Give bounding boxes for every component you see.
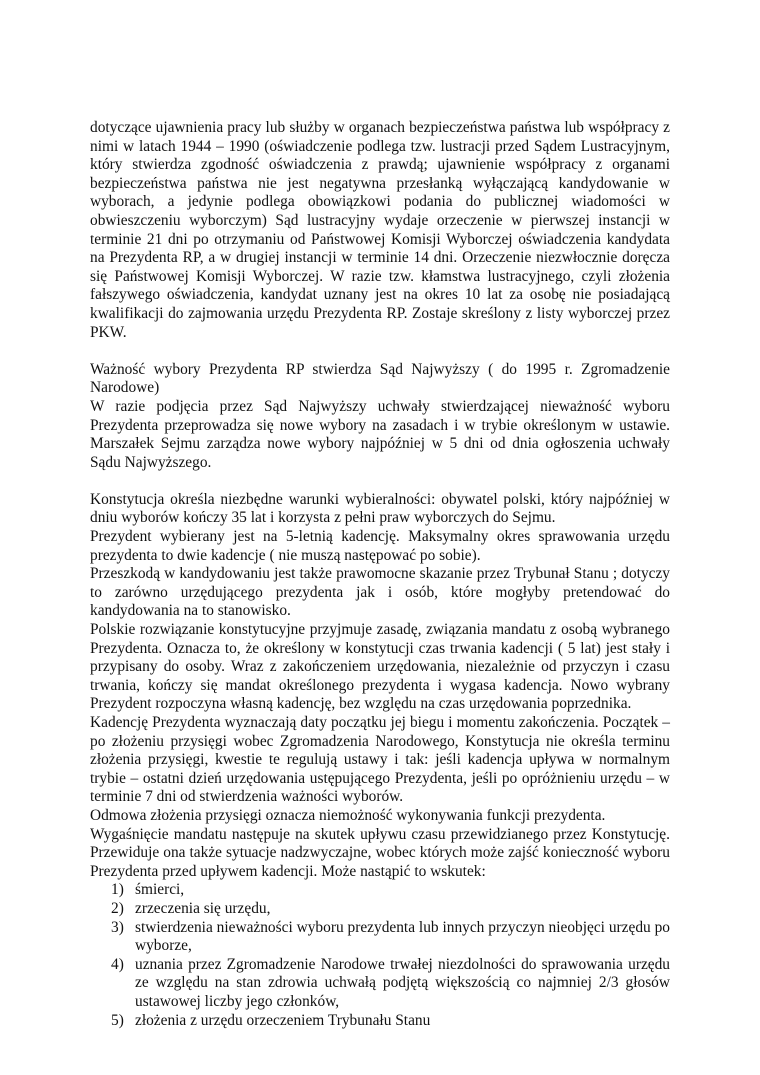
blank-line [90,342,670,361]
list-text: uznania przez Zgromadzenie Narodowe trwałej niezdolności do sprawowania urzędu ze względu na stan zdrowia uchwałą podjętą większością co najmniej 2/3 głosów ustawowej liczby jego członków, [135,955,670,1010]
list-text: śmierci, [135,881,185,899]
list-text: złożenia z urzędu orzeczeniem Trybunału Stanu [135,1011,431,1029]
list-number: 4) [111,955,124,973]
paragraph-obstacle: Przeszkodą w kandydowaniu jest także prawomocne skazanie przez Trybunał Stanu ; dotyczy to zarówno urzędującego prezydenta jak i osób, które mogłyby pretendować do kandydowania na to stanowisko. [90,565,670,620]
list-item [90,919,670,956]
list-item [90,881,670,900]
list-item [90,900,670,919]
list-item [90,1012,670,1031]
list-number: 5) [111,1011,124,1029]
paragraph-invalidity: W razie podjęcia przez Sąd Najwyższy uchwały stwierdzającej nieważność wyboru Prezydenta przeprowadza się nowe wybory na zasadach i w trybie określonym w ustawie. Marszałek Sejmu zarządza nowe wybory najpóźniej w 5 dni od dnia ogłoszenia uchwały Sądu Najwyższego. [90,397,670,471]
list-item [90,956,670,1012]
list-number: 2) [111,899,124,917]
document-page [90,119,670,1030]
blank-line [90,472,670,491]
paragraph-term: Prezydent wybierany jest na 5-letnią kadencję. Maksymalny okres sprawowania urzędu prezydenta to dwie kadencje ( nie muszą następować po sobie). [90,528,670,564]
paragraph-validity: Ważność wybory Prezydenta RP stwierdza Sąd Najwyższy ( do 1995 r. Zgromadzenie Narodowe) [90,360,670,397]
list-text: zrzeczenia się urzędu, [135,899,271,917]
paragraph-expiry: Wygaśnięcie mandatu następuje na skutek upływu czasu przewidzianego przez Konstytucję. Przewiduje ona także sytuacje nadzwyczajne, wobec których może zajść konieczność wyboru Prezydenta przed upływem kadencji. Może nastąpić to wskutek: [90,825,670,880]
paragraph-oath-refusal: Odmowa złożenia przysięgi oznacza niemożność wykonywania funkcji prezydenta. [90,806,606,824]
paragraph-eligibility: Konstytucja określa niezbędne warunki wybieralności: obywatel polski, który najpóźniej w dniu wyborów kończy 35 lat i korzysta z pełni praw wyborczych do Sejmu. [90,490,670,527]
list-number: 3) [111,918,124,936]
paragraph-term-dates: Kadencję Prezydenta wyznaczają daty początku jej biegu i momentu zakończenia. Początek – po złożeniu przysięgi wobec Zgromadzenia Narodowego, Konstytucja nie określa terminu złożenia przysięgi, kwestie te regulują ustawy i tak: jeśli kadencja upływa w normalnym trybie – ostatni dzień urzędowania ustępującego Prezydenta, jeśli po opróżnieniu urzędu – w terminie 7 dni od stwierdzenia ważności wyborów. [90,714,670,806]
paragraph-mandate: Polskie rozwiązanie konstytucyjne przyjmuje zasadę, związania mandatu z osobą wybranego Prezydenta. Oznacza to, że określony w konstytucji czas trwania kadencji ( 5 lat) jest stały i przypisany do osoby. Wraz z zakończeniem urzędowania, niezależnie od przyczyn i czasu trwania, kończy się mandat określonego prezydenta i wygasa kadencja. Nowo wybrany Prezydent rozpoczyna własną kadencję, bez względu na czas urzędowania poprzednika. [90,621,670,713]
list-text: stwierdzenia nieważności wyboru prezydenta lub innych przyczyn nieobjęci urzędu po wyborze, [135,918,670,955]
expiry-reasons-list [90,881,670,1030]
paragraph-lustration: dotyczące ujawnienia pracy lub służby w organach bezpieczeństwa państwa lub współpracy z nimi w latach 1944 – 1990 (oświadczenie podlega tzw. lustracji przed Sądem Lustracyjnym, który stwierdza zgodność oświadczenia z prawdą; ujawnienie współpracy z organami bezpieczeństwa państwa nie jest negatywna przesłanką wyłączającą kandydowanie w wyborach, a jedynie podlega obowiązkowi podania do publicznej wiadomości w obwieszczeniu wyborczym) Sąd lustracyjny wydaje orzeczenie w pierwszej instancji w terminie 21 dni po otrzymaniu od Państwowej Komisji Wyborczej oświadczenia kandydata na Prezydenta RP, a w drugiej instancji w terminie 14 dni. Orzeczenie niezwłocznie doręcza się Państwowej Komisji Wyborczej. W razie tzw. kłamstwa lustracyjnego, czyli złożenia fałszywego oświadczenia, kandydat uznany jest na okres 10 lat za osobę nie posiadającą kwalifikacji do zajmowania urzędu Prezydenta RP. Zostaje skreślony z listy wyborczej przez PKW. [90,119,670,341]
list-number: 1) [111,881,124,899]
